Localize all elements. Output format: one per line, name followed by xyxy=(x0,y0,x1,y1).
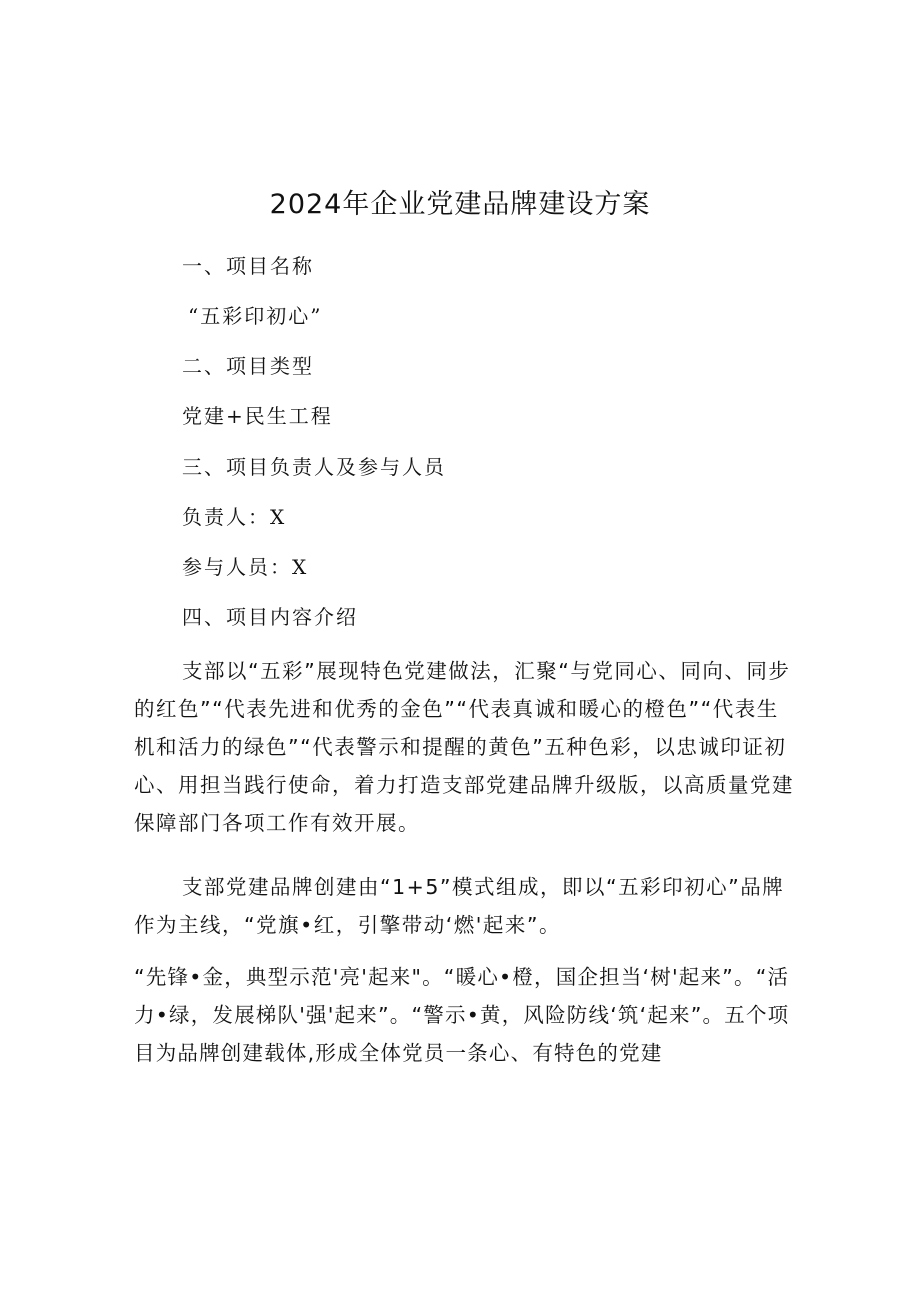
project-type-value: 党建+民生工程 xyxy=(182,404,333,428)
section-heading-project-type: 二、项目类型 xyxy=(182,354,314,378)
paragraph-model: 支部党建品牌创建由“1+5”模式组成，即以“五彩印初心”品牌作为主线，“党旗•红，引擎带动‘燃'起来”。 xyxy=(134,875,785,937)
section-heading-project-name: 一、项目名称 xyxy=(182,254,314,278)
paragraph-projects: “先锋•金，典型示范'亮'起来"。“暖心•橙，国企担当‘树'起来”。“活力•绿，发展梯队'强'起来”。“警示•黄，风险防线‘筑‘起来”。五个项目为品牌创建载体,形成全体党员一条心、有特色的党建 xyxy=(134,965,790,1065)
paragraph-intro: 支部以“五彩”展现特色党建做法，汇聚“与党同心、同向、同步的红色”“代表先进和优秀的金色”“代表真诚和暖心的橙色”“代表生机和活力的绿色”“代表警示和提醒的黄色”五种色彩，以忠诚印证初心、用担当践行使命，着力打造支部党建品牌升级版，以高质量党建保障部门各项工作有效开展。 xyxy=(134,659,794,835)
section-heading-personnel: 三、项目负责人及参与人员 xyxy=(182,455,446,479)
document-title: 2024年企业党建品牌建设方案 xyxy=(269,189,651,220)
project-name-value: “五彩印初心” xyxy=(188,304,323,328)
section-heading-content: 四、项目内容介绍 xyxy=(182,605,358,629)
leader-line: 负责人：X xyxy=(182,505,287,529)
members-line: 参与人员：X xyxy=(182,555,309,579)
